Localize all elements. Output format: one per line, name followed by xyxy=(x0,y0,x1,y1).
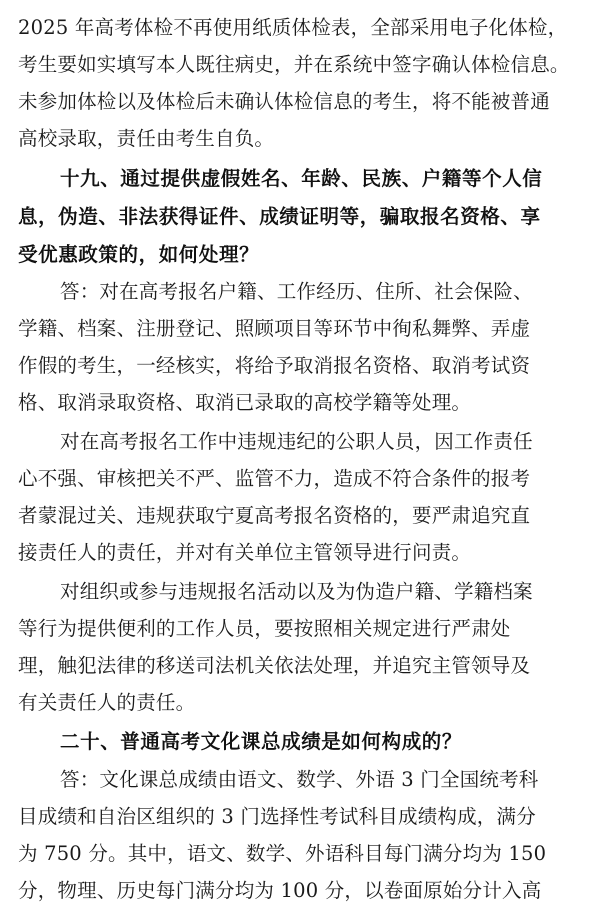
answer-paragraph-line: 学籍、档案、注册登记、照顾项目等环节中徇私舞弊、弄虚 xyxy=(18,317,531,340)
answer-paragraph-line: 作假的考生，一经核实，将给予取消报名资格、取消考试资 xyxy=(18,354,531,377)
paragraph-line: 对组织或参与违规报名活动以及为伪造户籍、学籍档案 xyxy=(60,580,533,603)
paragraph-line: 接责任人的责任，并对有关单位主管领导进行问责。 xyxy=(18,541,472,564)
answer-paragraph-line: 答：对在高考报名户籍、工作经历、住所、社会保险、 xyxy=(60,280,533,303)
body-line: 考生要如实填写本人既往病史，并在系统中签字确认体检信息。 xyxy=(18,53,570,76)
paragraph-line: 有关责任人的责任。 xyxy=(18,691,196,714)
answer-paragraph-line: 答：文化课总成绩由语文、数学、外语 3 门全国统考科 xyxy=(60,768,539,791)
paragraph-line: 理，触犯法律的移送司法机关依法处理，并追究主管领导及 xyxy=(18,654,531,677)
answer-paragraph-line: 分，物理、历史每门满分均为 100 分，以卷面原始分计入高 xyxy=(18,879,542,902)
paragraph-line: 对在高考报名工作中违规违纪的公职人员，因工作责任 xyxy=(60,430,533,453)
answer-paragraph-line: 目成绩和自治区组织的 3 门选择性考试科目成绩构成，满分 xyxy=(18,805,536,828)
paragraph-line: 等行为提供便利的工作人员，要按照相关规定进行严肃处 xyxy=(18,617,511,640)
paragraph-line: 心不强、审核把关不严、监管不力，造成不符合条件的报考 xyxy=(18,467,531,490)
section-heading-19: 十九、通过提供虚假姓名、年龄、民族、户籍等个人信 xyxy=(60,167,543,190)
body-line: 2025 年高考体检不再使用纸质体检表，全部采用电子化体检， xyxy=(18,16,568,39)
body-line: 未参加体检以及体检后未确认体检信息的考生，将不能被普通 xyxy=(18,90,550,113)
section-heading-20: 二十、普通高考文化课总成绩是如何构成的？ xyxy=(60,730,463,753)
paragraph-line: 者蒙混过关、违规获取宁夏高考报名资格的，要严肃追究直 xyxy=(18,504,531,527)
answer-paragraph-line: 为 750 分。其中，语文、数学、外语科目每门满分均为 150 xyxy=(18,842,547,865)
section-heading-19-cont: 息，伪造、非法获得证件、成绩证明等，骗取报名资格、享 xyxy=(18,205,541,228)
answer-paragraph-line: 格、取消录取资格、取消已录取的高校学籍等处理。 xyxy=(18,391,472,414)
body-line: 高校录取，责任由考生自负。 xyxy=(18,127,275,150)
section-heading-19-cont: 受优惠政策的，如何处理？ xyxy=(18,243,260,266)
